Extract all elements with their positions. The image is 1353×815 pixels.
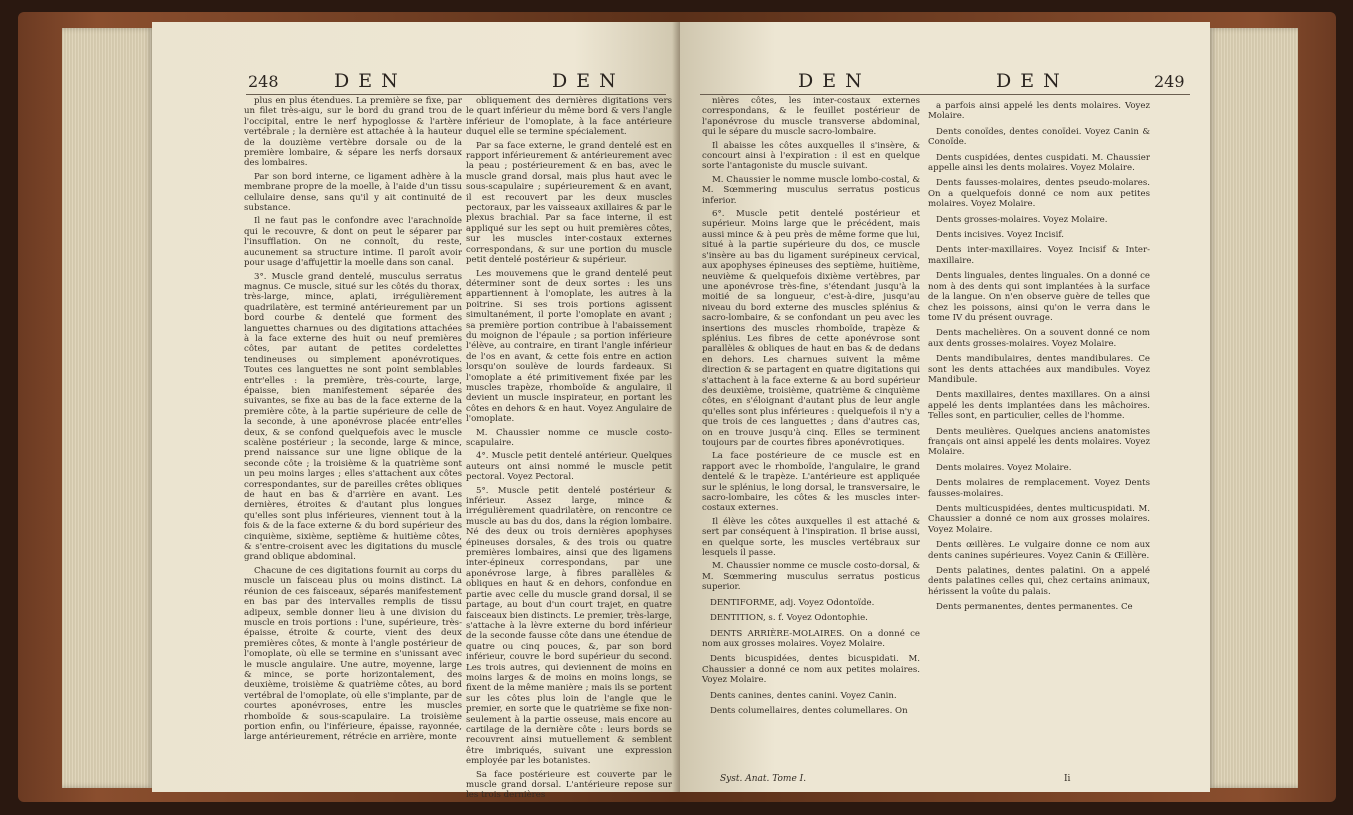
left-col1-paragraph-2: Il ne faut pas le confondre avec l'arachnoïde qui le recouvre, & dont on peut le séparer par l'insufflation. On ne connoît, du reste, aucunement sa structure intime. Il paroît avoir pour usage d'affujettir la moelle dans son canal. (244, 216, 462, 269)
right-col2-entry-11: Dents meulières. Quelques anciens anatomistes français ont ainsi appelé les dents molaires. Voyez Molaire. (928, 426, 1150, 458)
running-header-left-1: DEN (334, 70, 407, 92)
right-col2-entry-13: Dents molaires de remplacement. Voyez Dents fausses-molaires. (928, 478, 1150, 499)
right-col2-entry-2: Dents cuspidées, dentes cuspidati. M. Chaussier appelle ainsi les dents molaires. Voyez Molaire. (928, 152, 1150, 174)
right-col2-entry-0: a parfois ainsi appelé les dents molaires. Voyez Molaire. (928, 101, 1150, 122)
left-col2-paragraph-4: 4°. Muscle petit dentelé antérieur. Quelques auteurs ont ainsi nommé le muscle petit pectoral. Voyez Pectoral. (466, 451, 672, 483)
right-col1-entry-3: Dents bicuspidées, dentes bicuspidati. M. Chaussier a donné ce nom aux petites molaires. Voyez Molaire. (702, 654, 920, 686)
right-col2-entry-4: Dents grosses-molaires. Voyez Molaire. (936, 214, 1108, 225)
left-page-column-2 (466, 96, 672, 804)
left-col1-paragraph-1: Par son bord interne, ce ligament adhère à la membrane propre de la moelle, à l'aide d'un tissu cellulaire dense, sans qu'il y ait continuité de substance. (244, 171, 462, 214)
right-col2-entry-1: Dents conoïdes, dentes conoïdei. Voyez Canin & Conoïde. (928, 126, 1150, 148)
left-col1-paragraph-0: plus en plus étendues. La première se fixe, par un filet très-aigu, sur le bord du grand trou de l'occipital, entre le nerf hypoglosse & l'artère vertébrale ; la dernière est attachée à la hauteur de la douzième vertèbre dorsale ou de la première lombaire, & sépare les nerfs dorsaux des lombaires. (244, 96, 462, 169)
right-col2-entry-3: Dents fausses-molaires, dentes pseudo-molares. On a quelquefois donné ce nom aux petites molaires. Voyez Molaire. (928, 178, 1150, 210)
left-page-column-1 (244, 96, 462, 746)
right-page-column-1 (702, 96, 920, 719)
left-col1-paragraph-3: 3°. Muscle grand dentelé, musculus serratus magnus. Ce muscle, situé sur les côtés du thorax, très-large, mince, aplati, irrégulièrement quadrilatère, est terminé antérieurement par un bord courbe & dentelé que forment des languettes charnues ou des digitations attachées à la face externe des huit ou neuf premières côtes, par autant de petites cordelettes tendineuses ou simplement aponévrotiques. Toutes ces languettes ne sont point semblables entr'elles : la première, très-courte, large, épaisse, bien manifestement séparée des suivantes, se fixe au bas de la face externe de la première côte, à la partie supérieure de celle de la seconde, à une aponévrose placée entr'elles deux, & se confond quelquefois avec le muscle scalène postérieur ; la seconde, large & mince, prend naissance sur une ligne oblique de la seconde côte ; la troisième & la quatrième sont un peu moins larges ; elles s'attachent aux côtes correspondantes, sur de pareilles crêtes obliques de haut en bas & d'arrière en avant. Les dernières, étroites & d'autant plus longues qu'elles sont plus inférieures, viennent tout à la fois & de la face externe & du bord supérieur des cinquième, sixième, septième & huitième côtes, & s'entre-croisent avec les digitations du muscle grand oblique abdominal. (244, 271, 462, 563)
page-edges-left (62, 28, 154, 788)
right-col2-entry-5: Dents incisives. Voyez Incisif. (936, 230, 1064, 241)
right-col1-paragraph-5: Il élève les côtes auxquelles il est attaché & sert par conséquent à l'inspiration. Il brise aussi, en quelque sorte, les muscles vertébraux sur lesquels il passe. (702, 516, 920, 559)
page-number-right: 249 (1154, 72, 1185, 91)
left-col2-paragraph-3: M. Chaussier nomme ce muscle costo-scapulaire. (466, 427, 672, 448)
left-col2-paragraph-1: Par sa face externe, le grand dentelé est en rapport inférieurement & antérieurement avec la peau ; postérieurement & en bas, avec le muscle grand dorsal, mais plus haut avec le sous-scapulaire ; supérieurement & en avant, il est recouvert par les deux muscles pectoraux, par les vaisseaux axillaires & par le plexus brachial. Par sa face interne, il est appliqué sur les sept ou huit premières côtes, sur les muscles inter-costaux externes correspondans, & sur une portion du muscle petit dentelé postérieur & supérieur. (466, 140, 672, 266)
right-col1-entry-4: Dents canines, dentes canini. Voyez Canin. (710, 690, 897, 701)
right-col2-entry-7: Dents linguales, dentes linguales. On a donné ce nom à des dents qui sont implantées à la surface de la langue. On n'en observe guère de telles que chez les poissons, ainsi qu'on le verra dans le tome IV du présent ouvrage. (928, 271, 1150, 323)
right-col1-paragraph-4: La face postérieure de ce muscle est en rapport avec le rhomboïde, l'angulaire, le grand dentelé & le trapèze. L'antérieure est appliquée sur le splénius, le long dorsal, le transversaire, le sacro-lombaire, les côtes & les muscles inter-costaux externes. (702, 451, 920, 514)
right-col1-entry-5: Dents columellaires, dentes columellares. On (710, 705, 908, 716)
right-col1-paragraph-3: 6°. Muscle petit dentelé postérieur et supérieur. Moins large que le précédent, mais aussi mince & à peu près de même forme que lui, situé à la partie supérieure du dos, ce muscle s'insère au bas du ligament surépineux cervical, aux apophyses épineuses des septième, huitième, neuvième & quelquefois dixième vertèbres, par une aponévrose très-fine, s'étendant jusqu'à la moitié de sa longueur, c'est-à-dire, jusqu'au niveau du bord externe des muscles splénius & sacro-lombaire, & se confondant un peu avec les insertions des muscles rhomboïde, trapèze & splénius. Les fibres de cette aponévrose sont parallèles & obliques de haut en bas & de dedans en dehors. Les charnues suivent la même direction & se partagent en quatre digitations qui s'attachent à la face externe & au bord supérieur des deuxième, troisième, quatrième & cinquième côtes, en s'éloignant d'autant plus de leur angle qu'elles sont plus inférieures : quelquefois il n'y a que trois de ces languettes ; dans d'autres cas, on en trouve jusqu'à cinq. Elles se terminent toujours par de courtes fibres aponévrotiques. (702, 209, 920, 448)
left-col2-paragraph-5: 5°. Muscle petit dentelé postérieur & inférieur. Assez large, mince & irrégulièrement quadrilatère, on rencontre ce muscle au bas du dos, dans la région lombaire. Né des deux ou trois dernières apophyses épineuses dorsales, & des trois ou quatre premières lombaires, ainsi que des ligamens inter-épineux correspondans, par une aponévrose large, à fibres parallèles & obliques en haut & en dehors, confondue en partie avec celle du muscle grand dorsal, il se partage, au bout d'un court trajet, en quatre faisceaux bien distincts. Le premier, très-large, s'attache à la lèvre externe du bord inférieur de la seconde fausse côte dans une étendue de quatre ou cinq pouces, &, par son bord inférieur, couvre le bord supérieur du second. Les trois autres, qui deviennent de moins en moins larges & de moins en moins longs, se fixent de la même manière ; mais ils se portent sur les côtes plus loin de l'angle que le premier, en sorte que le quatrième se fixe non-seulement à la partie osseuse, mais encore au cartilage de la dernière côte : leurs bords se recouvrent ainsi mutuellement & semblent être imbriqués, suivant une expression employée par les botanistes. (466, 485, 672, 767)
left-col2-paragraph-2: Les mouvemens que le grand dentelé peut déterminer sont de deux sortes : les uns appartiennent à l'omoplate, les autres à la poitrine. Si ses trois portions agissent simultanément, il porte l'omoplate en avant ; sa première portion contribue à l'abaissement du moignon de l'épaule ; sa portion inférieure l'élève, au contraire, en tirant l'angle inférieur de l'os en avant, & cette fois entre en action lorsqu'on soulève de lourds fardeaux. Si l'omoplate a été primitivement fixée par les muscles trapèze, rhomboïde & angulaire, il devient un muscle inspirateur, en portant les côtes en dehors & en haut. Voyez Angulaire de l'omoplate. (466, 268, 672, 425)
right-col2-entry-17: Dents permanentes, dentes permanentes. Ce (936, 602, 1133, 613)
right-page-column-2 (928, 96, 1150, 616)
right-page (680, 22, 1210, 792)
right-col1-entry-2: DENTS ARRIÈRE-MOLAIRES. On a donné ce nom aux grosses molaires. Voyez Molaire. (702, 628, 920, 649)
right-col2-entry-16: Dents palatines, dentes palatini. On a appelé dents palatines celles qui, chez certains animaux, hérissent la voûte du palais. (928, 566, 1150, 597)
right-col1-paragraph-6: M. Chaussier nomme ce muscle costo-dorsal, & M. Sœmmering musculus serratus posticus superior. (702, 561, 920, 593)
right-col1-paragraph-0: nières côtes, les inter-costaux externes correspondans, & le feuillet postérieur de l'aponévrose du muscle transverse abdominal, qui le sépare du muscle sacro-lombaire. (702, 96, 920, 138)
right-col2-entry-10: Dents maxillaires, dentes maxillares. On a ainsi appelé les dents implantées dans les mâchoires. Telles sont, en particulier, celles de l'homme. (928, 390, 1150, 422)
running-header-right-1: DEN (798, 70, 871, 92)
right-col2-entry-9: Dents mandibulaires, dentes mandibulares. Ce sont les dents attachées aux mandibules. Voyez Mandibule. (928, 354, 1150, 385)
signature-mark: Syst. Anat. Tome I. (720, 774, 807, 784)
running-header-left-2: DEN (552, 70, 625, 92)
left-col2-paragraph-0: obliquement des dernières digitations vers le quart inférieur du même bord & vers l'angle inférieur de l'omoplate, à la face antérieure duquel elle se termine spécialement. (466, 96, 672, 138)
page-edges-right (1208, 28, 1298, 788)
left-col2-paragraph-6: Sa face postérieure est couverte par le muscle grand dorsal. L'antérieure repose sur les trois dernières (466, 769, 672, 801)
right-col2-entry-8: Dents machelières. On a souvent donné ce nom aux dents grosses-molaires. Voyez Molaire. (928, 328, 1150, 349)
right-col2-entry-12: Dents molaires. Voyez Molaire. (936, 462, 1072, 473)
right-col2-entry-15: Dents œillères. Le vulgaire donne ce nom aux dents canines supérieures. Voyez Canin & Œillère. (928, 540, 1150, 561)
page-number-left: 248 (248, 72, 279, 91)
running-header-right-2: DEN (996, 70, 1069, 92)
left-page (152, 22, 680, 801)
left-col1-paragraph-4: Chacune de ces digitations fournit au corps du muscle un faisceau plus ou moins distinct. La réunion de ces faisceaux, séparés manifestement en bas par des intervalles remplis de tissu adipeux, semble donner lieu à une division du muscle en trois portions : l'une, supérieure, très-épaisse, étroite & courte, vient des deux premières côtes, & monte à l'angle postérieur de l'omoplate, où elle se termine en s'unissant avec le muscle angulaire. Une autre, moyenne, large & mince, se porte horizontalement, des deuxième, troisième & quatrième côtes, au bord vertébral de l'omoplate, où elle s'implante, par de courtes aponévroses, entre les muscles rhomboïde & sous-scapulaire. La troisième portion enfin, ou l'inférieure, épaisse, rayonnée, large antérieurement, rétrécie en arrière, monte (244, 565, 462, 743)
right-col1-paragraph-2: M. Chaussier le nomme muscle lombo-costal, & M. Sœmmering musculus serratus posticus inferior. (702, 174, 920, 206)
right-col1-entry-0: DENTIFORME, adj. Voyez Odontoïde. (710, 597, 875, 608)
footer-mark: Ii (1064, 774, 1071, 784)
right-col2-entry-6: Dents inter-maxillaires. Voyez Incisif & Inter-maxillaire. (928, 245, 1150, 266)
right-col1-paragraph-1: Il abaisse les côtes auxquelles il s'insère, & concourt ainsi à l'expiration : il est en quelque sorte l'antagoniste du muscle suivant. (702, 140, 920, 172)
right-col1-entry-1: DENTITION, s. f. Voyez Odontophie. (710, 613, 868, 624)
right-col2-entry-14: Dents multicuspidées, dentes multicuspidati. M. Chaussier a donné ce nom aux grosses molaires. Voyez Molaire. (928, 504, 1150, 535)
header-rule-right (700, 94, 1190, 95)
header-rule-left (246, 94, 666, 95)
